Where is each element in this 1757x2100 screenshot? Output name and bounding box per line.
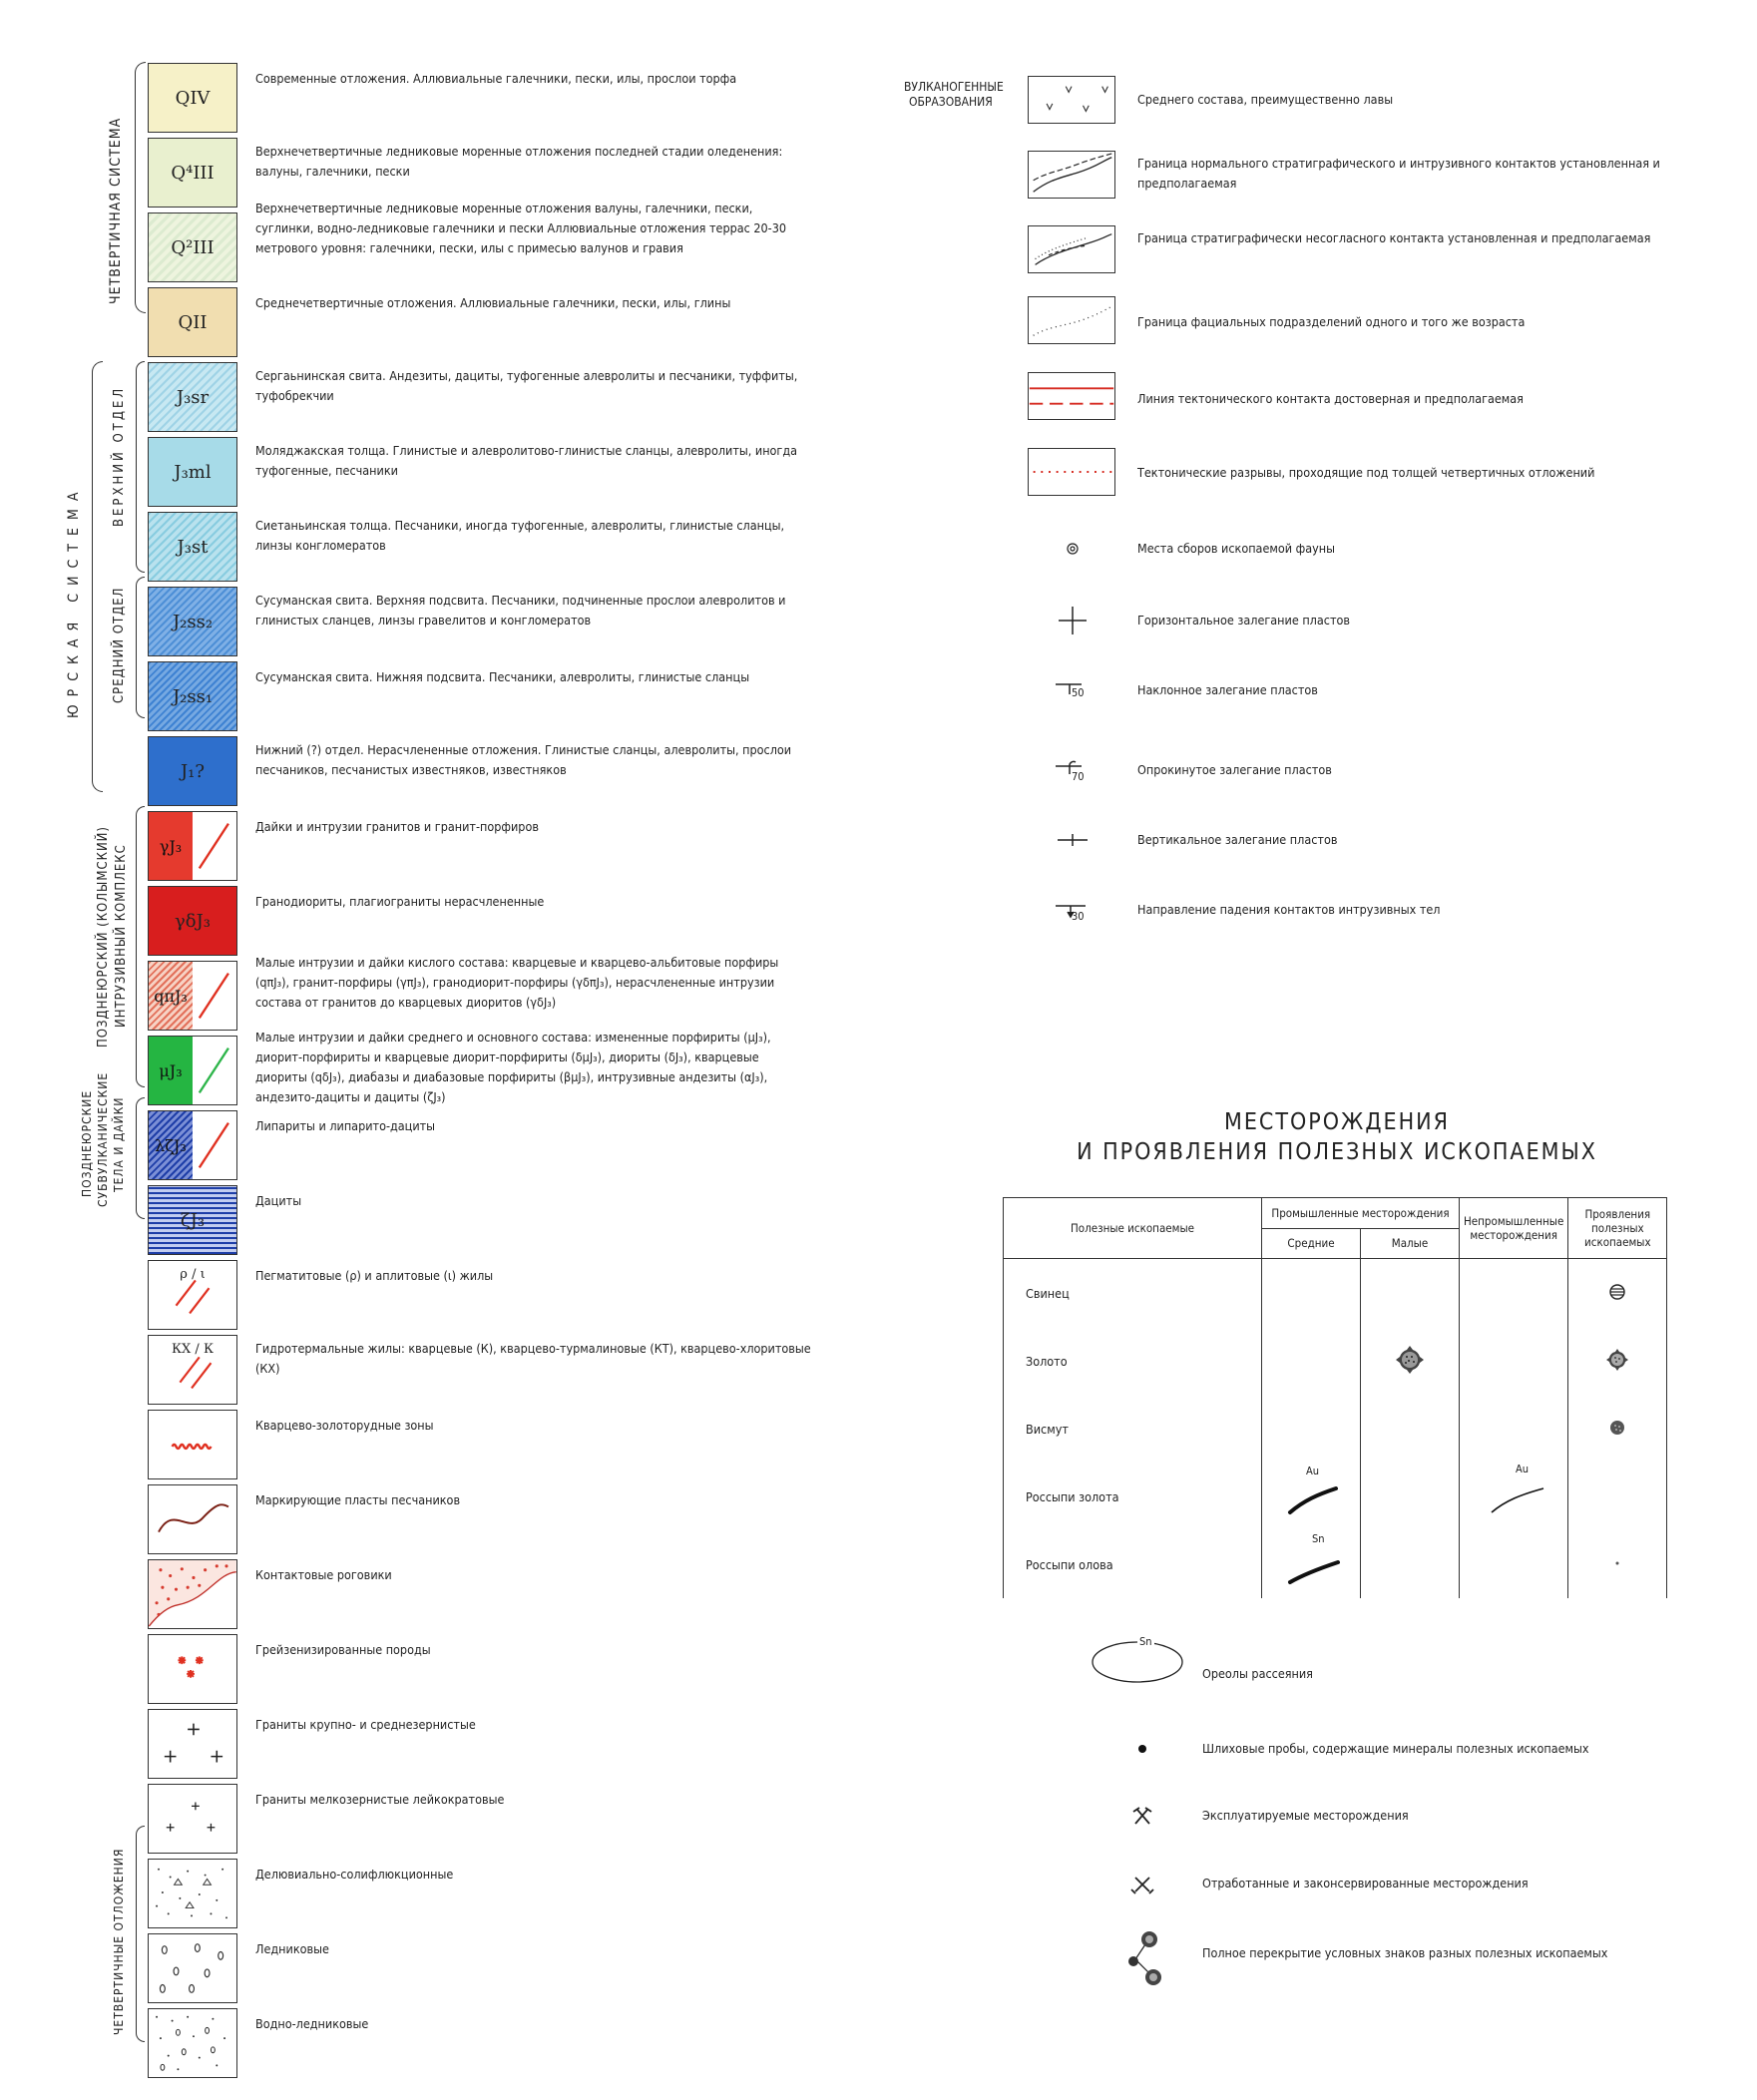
brace-subvolcanic — [136, 1097, 145, 1219]
desc-qii: Среднечетвертичные отложения. Аллювиальные галечники, пески, илы, глины — [255, 295, 731, 310]
swatch-lzj3 — [148, 1110, 237, 1180]
desc-q2iii: Верхнечетвертичные ледниковые моренные отложения валуны, галечники, пески, суглинки, водно-ледниковые галечники и пески Аллювиальные отложения террас 20-30 метрового уровня: галечники, пески, илы с примесью валунов и гравия — [255, 201, 787, 255]
minerals-title-2: И ПРОЯВЛЕНИЯ ПОЛЕЗНЫХ ИСКОПАЕМЫХ — [1077, 1139, 1597, 1165]
dike-line-red-3 — [149, 1111, 236, 1179]
lava-symbol — [1029, 77, 1114, 123]
swatch-volcanic-lava — [1028, 76, 1115, 124]
code-hydrothermal: КХ / К — [171, 1342, 215, 1357]
desc-fluvioglacial: Водно-ледниковые — [255, 2016, 369, 2031]
swatch-tectonic-contact — [1028, 372, 1115, 420]
dike-line-red — [149, 812, 236, 880]
desc-deluvial: Делювиально-солифлюкционные — [255, 1867, 454, 1882]
brace-middle — [136, 577, 145, 718]
text-buried-fault: Тектонические разрывы, проходящие под толщей четвертичных отложений — [1137, 465, 1595, 480]
desc-j2ss2: Сусуманская свита. Верхняя подсвита. Песчаники, подчиненные прослои алевролитов и глинистых сланцев, линзы гравелитов и конгломератов — [255, 593, 786, 628]
desc-gj3: Дайки и интрузии гранитов и гранит-порфиров — [255, 819, 539, 834]
swatch-gj3 — [148, 811, 237, 881]
code-lzj3: λζJ₃ — [149, 1111, 193, 1179]
desc-j3sr: Сергаьнинская свита. Андезиты, дациты, туфогенные алевролиты и песчаники, туффиты, туфобрекчии — [255, 368, 798, 403]
halo-label: Sn — [1137, 1632, 1154, 1652]
tin-show-dot — [1612, 1558, 1622, 1568]
swatch-greisen — [148, 1634, 237, 1704]
au-label-medium: Au — [1306, 1465, 1320, 1477]
code-qii: QII — [178, 311, 208, 333]
granite-coarse-symbol — [149, 1710, 236, 1778]
dike-line-red-2 — [149, 962, 236, 1030]
text-intrusive-dip: Направление падения контактов интрузивных тел — [1137, 902, 1441, 917]
code-j2ss2: J₂ss₂ — [172, 611, 214, 632]
au-label-nonindustrial: Au — [1516, 1463, 1530, 1475]
dike-line-green — [149, 1037, 236, 1104]
normal-contact-symbol — [1029, 152, 1114, 198]
swatch-gold-zones — [148, 1410, 237, 1479]
buried-fault-symbol — [1029, 449, 1114, 495]
fluvioglacial-symbol — [149, 2009, 236, 2077]
swatch-pegmatite — [148, 1260, 237, 1330]
swatch-qii — [148, 287, 237, 357]
brace-jurassic — [92, 361, 103, 792]
text-placer-sample: Шлиховые пробы, содержащие минералы полезных ископаемых — [1202, 1741, 1589, 1756]
swatch-marker — [148, 1484, 237, 1554]
mineral-lead: Свинец — [1004, 1259, 1262, 1328]
table-row — [1004, 1395, 1667, 1463]
gold-zone-symbol — [149, 1411, 236, 1478]
placer-sample-symbol — [1098, 1729, 1187, 1769]
code-j1: J₁? — [180, 760, 206, 782]
desc-marker: Маркирующие пласты песчаников — [255, 1492, 461, 1507]
desc-granite-fine: Граниты мелкозернистые лейкократовые — [255, 1792, 505, 1807]
code-q2iii: Q²III — [171, 236, 215, 258]
granite-fine-symbol — [149, 1785, 236, 1853]
desc-lzj3: Липариты и липарито-дациты — [255, 1118, 436, 1133]
desc-hydrothermal: Гидротермальные жилы: кварцевые (К), кварцево-турмалиновые (КТ), кварцево-хлоритовые (КХ) — [255, 1341, 811, 1376]
swatch-buried-fault — [1028, 448, 1115, 496]
brace-quaternary-deposits — [136, 1826, 145, 2042]
swatch-j3ml — [148, 437, 237, 507]
text-fossil-site: Места сборов ископаемой фауны — [1137, 541, 1335, 556]
text-overlap: Полное перекрытие условных знаков разных полезных ископаемых — [1202, 1945, 1608, 1960]
col-medium: Средние — [1262, 1228, 1361, 1259]
lead-show-icon — [1607, 1282, 1627, 1302]
code-j3ml: J₃ml — [174, 461, 212, 483]
active-mine-icon — [1098, 1796, 1187, 1836]
code-j3st: J₃st — [177, 536, 209, 558]
fossil-site-symbol — [1028, 529, 1117, 569]
swatch-gdj3 — [148, 886, 237, 956]
desc-qiv: Современные отложения. Аллювиальные галечники, пески, илы, прослои торфа — [255, 71, 737, 86]
desc-glacial: Ледниковые — [255, 1941, 329, 1956]
desc-pegmatite: Пегматитовые (ρ) и аплитовые (ι) жилы — [255, 1268, 494, 1283]
table-row — [1004, 1530, 1667, 1598]
desc-hornfels: Контактовые роговики — [255, 1567, 392, 1582]
overlap-symbol — [1098, 1915, 1187, 1995]
table-row — [1004, 1259, 1667, 1328]
desc-qpj3: Малые интрузии и дайки кислого состава: кварцевые и кварцево-альбитовые порфиры (qπJ₃), гранит-порфиры (γπJ₃), гранодиорит-порфиры (γδπJ₃), нерасчлененные интрузии состава от гранитов до кварцевых диоритов (γδJ₃) — [255, 955, 779, 1010]
swatch-j2ss2 — [148, 587, 237, 656]
group-quaternary-deposits: ЧЕТВЕРТИЧНЫЕ ОТЛОЖЕНИЯ — [112, 1848, 126, 2035]
code-zj3: ζJ₃ — [180, 1209, 206, 1231]
code-j2ss1: J₂ss₁ — [172, 685, 214, 707]
deluvial-symbol — [149, 1860, 236, 1927]
col-industrial: Промышленные месторождения — [1262, 1198, 1460, 1229]
desc-j3ml: Моляджакская толща. Глинистые и алевролитово-глинистые сланцы, алевролиты, иногда туфогенные, песчаники — [255, 443, 798, 478]
facies-symbol — [1029, 297, 1114, 343]
desc-greisen: Грейзенизированные породы — [255, 1642, 431, 1657]
code-j3sr: J₃sr — [176, 386, 210, 408]
text-facies: Граница фациальных подразделений одного и того же возраста — [1137, 314, 1526, 329]
text-vertical-bedding: Вертикальное залегание пластов — [1137, 832, 1338, 847]
mineral-tin-placer: Россыпи олова — [1004, 1530, 1262, 1598]
hornfels-symbol — [149, 1560, 236, 1628]
code-pegmatite: ρ / ι — [180, 1267, 206, 1282]
value-overturned-bedding: 70 — [1072, 770, 1085, 783]
swatch-q4iii — [148, 138, 237, 208]
swatch-qpj3 — [148, 961, 237, 1031]
swatch-glacial — [148, 1933, 237, 2003]
swatch-granite-coarse — [148, 1709, 237, 1779]
desc-zj3: Дациты — [255, 1193, 302, 1208]
swatch-granite-fine — [148, 1784, 237, 1854]
value-inclined-bedding: 50 — [1072, 686, 1085, 699]
group-quaternary-system: ЧЕТВЕРТИЧНАЯ СИСТЕМА — [108, 117, 124, 304]
swatch-deluvial — [148, 1859, 237, 1928]
swatch-j3sr — [148, 362, 237, 432]
col-minerals: Полезные ископаемые — [1004, 1198, 1262, 1259]
swatch-j3st — [148, 512, 237, 582]
code-gj3: γJ₃ — [149, 812, 193, 880]
sn-label-medium: Sn — [1312, 1532, 1325, 1545]
group-jurassic-system: ЮРСКАЯ СИСТЕМА — [66, 484, 82, 718]
gold-placer-medium-icon — [1276, 1470, 1346, 1520]
mineral-gold: Золото — [1004, 1327, 1262, 1395]
marker-bed-symbol — [149, 1485, 236, 1553]
swatch-hydrothermal — [148, 1335, 237, 1405]
desc-gdj3: Гранодиориты, плагиограниты нерасчлененные — [255, 894, 545, 909]
tectonic-contact-symbol — [1029, 373, 1114, 419]
gold-placer-nonindustrial-icon — [1474, 1470, 1553, 1520]
code-gdj3: γδJ₃ — [174, 910, 212, 932]
desc-j1: Нижний (?) отдел. Нерасчлененные отложения. Глинистые сланцы, алевролиты, прослои песчаников, песчанистых известняков, известняков — [255, 742, 792, 777]
text-horizontal-bedding: Горизонтальное залегание пластов — [1137, 613, 1350, 628]
table-row — [1004, 1463, 1667, 1530]
minerals-table — [1003, 1197, 1667, 1598]
text-inclined-bedding: Наклонное залегание пластов — [1137, 682, 1318, 697]
swatch-unconformity — [1028, 225, 1115, 273]
gold-show-icon — [1604, 1347, 1630, 1373]
unconformity-symbol — [1029, 226, 1114, 272]
desc-j2ss1: Сусуманская свита. Нижняя подсвита. Песчаники, алевролиты, глинистые сланцы — [255, 669, 750, 684]
brace-kolyma — [136, 806, 145, 1087]
swatch-normal-contact — [1028, 151, 1115, 199]
text-tectonic-contact: Линия тектонического контакта достоверная и предполагаемая — [1137, 391, 1524, 406]
col-shows: Проявления полезных ископаемых — [1568, 1198, 1667, 1259]
value-intrusive-dip: 30 — [1072, 910, 1085, 923]
table-row — [1004, 1327, 1667, 1395]
group-kolyma-complex: ПОЗДНЕЮРСКИЙ (КОЛЫМСКИЙ) — [96, 826, 111, 1048]
col-small: Малые — [1361, 1228, 1460, 1259]
text-normal-contact: Граница нормального стратиграфического и интрузивного контактов установленная и предполагаемая — [1137, 156, 1660, 191]
vertical-bedding-symbol — [1028, 820, 1117, 860]
swatch-fluvioglacial — [148, 2008, 237, 2078]
col-nonindustrial: Непромышленные месторождения — [1460, 1198, 1568, 1259]
group-subvolcanic-3: ТЕЛА И ДАЙКИ — [112, 1096, 126, 1192]
desc-gold-zones: Кварцево-золоторудные зоны — [255, 1418, 434, 1433]
group-upper-division: ВЕРХНИЙ ОТДЕЛ — [112, 385, 127, 527]
swatch-j1 — [148, 736, 237, 806]
abandoned-mine-icon — [1098, 1864, 1187, 1903]
text-overturned-bedding: Опрокинутое залегание пластов — [1137, 762, 1332, 777]
code-q4iii: Q⁴III — [171, 162, 215, 184]
text-active-mine: Эксплуатируемые месторождения — [1202, 1808, 1409, 1823]
group-volcanogenic-2: ОБРАЗОВАНИЯ — [909, 95, 993, 109]
group-volcanogenic: ВУЛКАНОГЕННЫЕ — [904, 80, 1004, 94]
bismuth-show-icon — [1607, 1418, 1627, 1438]
text-abandoned-mine: Отработанные и законсервированные месторождения — [1202, 1876, 1529, 1890]
gold-small-deposit-icon — [1394, 1344, 1426, 1376]
code-qpj3: qπJ₃ — [149, 962, 193, 1030]
swatch-mj3 — [148, 1036, 237, 1105]
swatch-facies — [1028, 296, 1115, 344]
code-qiv: QIV — [175, 87, 211, 109]
desc-q4iii: Верхнечетвертичные ледниковые моренные отложения последней стадии оледенения: валуны, галечники, пески — [255, 144, 783, 179]
group-subvolcanic-2: СУБВУЛКАНИЧЕСКИЕ — [96, 1071, 110, 1207]
minerals-title-1: МЕСТОРОЖДЕНИЯ — [1223, 1109, 1450, 1135]
swatch-qiv — [148, 63, 237, 133]
horizontal-bedding-symbol — [1028, 601, 1117, 640]
brace-quaternary — [135, 62, 146, 313]
tin-placer-medium-icon — [1276, 1538, 1346, 1588]
greisen-symbol — [149, 1635, 236, 1703]
desc-granite-coarse: Граниты крупно- и среднезернистые — [255, 1717, 476, 1732]
group-kolyma-complex-2: ИНТРУЗИВНЫЙ КОМПЛЕКС — [114, 844, 129, 1028]
mineral-bismuth: Висмут — [1004, 1395, 1262, 1463]
swatch-q2iii — [148, 212, 237, 282]
desc-j3st: Сиетаньинская толща. Песчаники, иногда туфогенные, алевролиты, глинистые сланцы, линзы конгломератов — [255, 518, 785, 553]
text-volcanic-lava: Среднего состава, преимущественно лавы — [1137, 92, 1394, 107]
text-halo: Ореолы рассеяния — [1202, 1666, 1313, 1681]
group-middle-division: СРЕДНИЙ ОТДЕЛ — [112, 587, 127, 703]
swatch-hornfels — [148, 1559, 237, 1629]
group-subvolcanic: ПОЗДНЕЮРСКИЕ — [80, 1089, 94, 1197]
desc-mj3: Малые интрузии и дайки среднего и основного состава: измененные порфириты (μJ₃), диорит-порфириты и кварцевые диорит-порфириты (δμJ₃), диориты (δJ₃), кварцевые диориты (qδJ₃), диабазы и диабазовые порфириты (βμJ₃), интрузивные андезиты (αJ₃), андезито-дациты и дациты (ζJ₃) — [255, 1030, 771, 1104]
brace-upper — [136, 361, 145, 573]
glacial-symbol — [149, 1934, 236, 2002]
mineral-gold-placer: Россыпи золота — [1004, 1463, 1262, 1530]
text-unconformity: Граница стратиграфически несогласного контакта установленная и предполагаемая — [1137, 230, 1651, 245]
code-mj3: μJ₃ — [149, 1037, 193, 1104]
swatch-j2ss1 — [148, 661, 237, 731]
swatch-zj3 — [148, 1185, 237, 1255]
